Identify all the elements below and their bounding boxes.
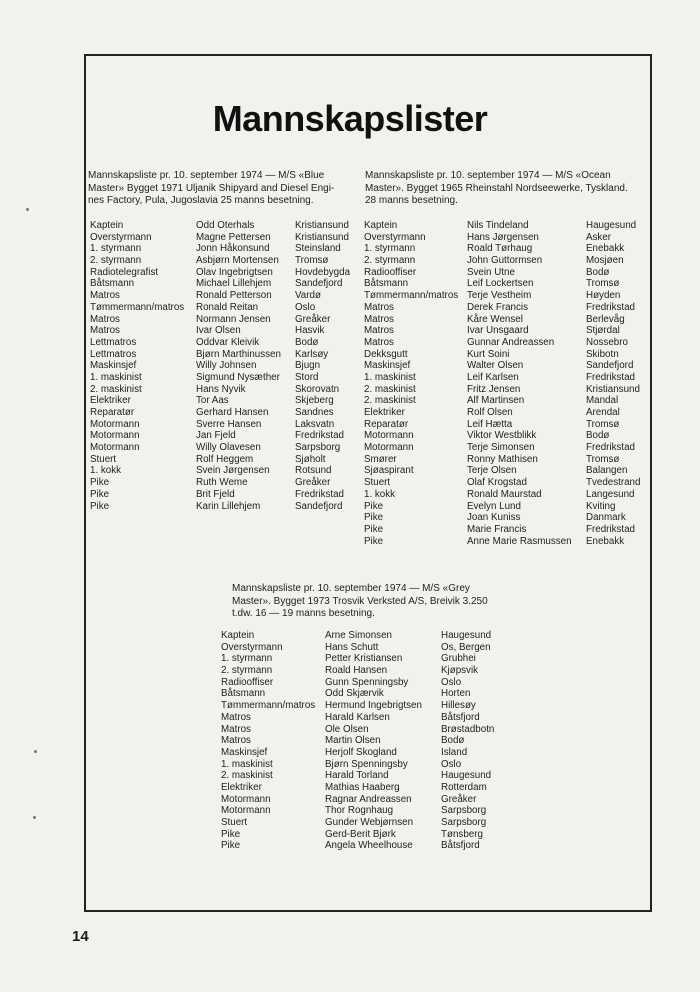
crew-name: Hans Nyvik [196, 383, 246, 395]
crew-role: Maskinsjef [221, 746, 268, 758]
crew-hometown: Enebakk [586, 535, 625, 547]
crew-hometown: Kviting [586, 500, 616, 512]
crew-hometown: Greåker [441, 793, 477, 805]
crew-hometown: Karlsøy [295, 348, 329, 360]
crew-role: Lettmatros [90, 348, 137, 360]
crew-role: Motormann [90, 418, 140, 430]
crew-hometown: Stord [295, 371, 319, 383]
crew-name: Martin Olsen [325, 735, 381, 747]
crew-hometown: Båtsfjord [441, 840, 480, 852]
crew-role: Motormann [364, 442, 414, 454]
crew-name: Gerd-Berit Bjørk [325, 828, 396, 840]
crew-hometown: Skorovatn [295, 383, 340, 395]
crew-name: Harald Torland [325, 770, 389, 782]
crew-hometown: Tromsø [586, 453, 620, 465]
crew-name: Ronald Maurstad [467, 488, 542, 500]
crew-role: Kaptein [221, 630, 255, 641]
crew-role: Reparatør [364, 418, 409, 430]
crew-name: Terje Olsen [467, 465, 517, 477]
crew-name: Ole Olsen [325, 723, 369, 735]
list-2-roles [364, 220, 458, 547]
crew-hometown: Hillesøy [441, 700, 476, 712]
crew-name: Walter Olsen [467, 360, 524, 372]
crew-hometown: Haugesund [441, 770, 492, 782]
crew-name: Derek Francis [467, 301, 528, 313]
crew-name: Olaf Krogstad [467, 477, 527, 489]
crew-name: Willy Johnsen [196, 360, 257, 372]
crew-role: Kaptein [364, 220, 398, 231]
crew-hometown: Haugesund [586, 220, 637, 231]
crew-name: Karin Lillehjem [196, 500, 261, 512]
crew-role: Lettmatros [90, 336, 137, 348]
crew-role: Pike [90, 488, 110, 500]
crew-role: Båtsmann [364, 278, 409, 290]
crew-hometown: Danmark [586, 512, 626, 524]
crew-role: Matros [364, 336, 394, 348]
crew-role: 1. maskinist [90, 371, 142, 383]
crew-hometown: Mandal [586, 395, 619, 407]
crew-hometown: Bjugn [295, 360, 321, 372]
crew-role: Tømmermann/matros [90, 301, 185, 313]
crew-role: Pike [364, 535, 384, 547]
crew-role: Pike [364, 523, 384, 535]
crew-hometown: Båtsfjord [441, 711, 480, 723]
page-title: Mannskapslister [212, 98, 488, 139]
crew-role: Overstyrmann [221, 641, 283, 653]
crew-hometown: Arendal [586, 407, 620, 418]
crew-name: Kåre Wensel [467, 313, 523, 325]
crew-hometown: Vardø [295, 290, 321, 302]
list-3-intro [232, 583, 488, 621]
crew-role: Radiotelegrafist [90, 266, 159, 278]
crew-hometown: Mosjøen [586, 255, 624, 267]
crew-name: Bjørn Spenningsby [325, 758, 408, 770]
crew-hometown: Rotterdam [441, 781, 487, 793]
crew-name: Rolf Olsen [467, 407, 513, 418]
crew-name: Marie Francis [467, 523, 527, 535]
list-1-roles [90, 220, 184, 512]
crew-name: Alf Martinsen [467, 395, 525, 407]
crew-name: Viktor Westblikk [467, 430, 537, 442]
crew-name: Anne Marie Rasmussen [467, 535, 572, 547]
crew-role: Pike [364, 500, 384, 512]
crew-name: Roald Tørhaug [467, 243, 533, 255]
crew-hometown: Sarpsborg [441, 817, 487, 828]
crew-name: Arne Simonsen [325, 630, 392, 641]
crew-name: Hans Schutt [325, 641, 379, 653]
crew-hometown: Sandnes [295, 407, 334, 418]
crew-hometown: Balangen [586, 465, 628, 477]
scan-speck [34, 750, 37, 753]
crew-role: Elektriker [221, 781, 262, 793]
crew-name: Odd Skjærvik [325, 688, 384, 700]
crew-role: 1. styrmann [364, 243, 416, 255]
crew-name: Magne Pettersen [196, 231, 271, 243]
crew-hometown: Bodø [586, 266, 610, 278]
crew-role: Motormann [90, 430, 140, 442]
crew-name: Evelyn Lund [467, 500, 521, 512]
crew-hometown: Fredrikstad [295, 430, 344, 442]
crew-name: Leif Karlsen [467, 371, 519, 383]
crew-hometown: Oslo [441, 676, 462, 688]
crew-name: Ronny Mathisen [467, 453, 538, 465]
crew-role: Pike [221, 828, 241, 840]
crew-role: Motormann [221, 805, 271, 817]
crew-role: Overstyrmann [364, 231, 426, 243]
crew-hometown: Kjøpsvik [441, 665, 479, 677]
crew-role: Matros [364, 325, 394, 337]
crew-hometown: Grubhei [441, 653, 476, 665]
crew-role: Matros [90, 313, 120, 325]
list-1-names [196, 220, 281, 512]
crew-hometown: Bodø [586, 430, 610, 442]
crew-hometown: Oslo [441, 758, 462, 770]
crew-hometown: Greåker [295, 313, 331, 325]
intro-line: 28 manns besetning. [365, 195, 458, 207]
crew-hometown: Fredrikstad [586, 371, 635, 383]
crew-name: John Guttormsen [467, 255, 543, 267]
crew-hometown: Kristiansund [295, 231, 349, 243]
crew-name: Gunder Webjørnsen [325, 817, 414, 828]
crew-hometown: Langesund [586, 488, 635, 500]
crew-name: Willy Olavesen [196, 442, 261, 454]
intro-line: Master». Bygget 1973 Trosvik Verksted A/S, Breivik 3.250 [232, 595, 488, 607]
crew-hometown: Sandefjord [295, 278, 343, 290]
crew-name: Ragnar Andreassen [325, 793, 412, 805]
crew-name: Hans Jørgensen [467, 231, 539, 243]
crew-hometown: Sarpsborg [441, 805, 487, 817]
crew-role: Dekksgutt [364, 348, 408, 360]
list-1-intro [88, 170, 334, 208]
crew-hometown: Høyden [586, 290, 621, 302]
crew-hometown: Fredrikstad [295, 488, 344, 500]
crew-role: 1. styrmann [90, 243, 142, 255]
crew-role: Sjøaspirant [364, 465, 414, 477]
crew-role: Kaptein [90, 220, 124, 231]
crew-role: 1. maskinist [364, 371, 416, 383]
crew-role: Matros [90, 325, 120, 337]
list-3-roles [221, 630, 315, 852]
crew-role: Matros [221, 711, 251, 723]
crew-hometown: Tønsberg [441, 828, 483, 840]
crew-name: Jonn Håkonsund [196, 243, 270, 255]
crew-name: Harald Karlsen [325, 711, 390, 723]
crew-hometown: Tromsø [295, 255, 329, 267]
crew-hometown: Nossebro [586, 336, 628, 348]
crew-role: Stuert [90, 453, 117, 465]
crew-name: Odd Oterhals [196, 220, 255, 231]
crew-hometown: Rotsund [295, 465, 332, 477]
crew-role: 1. maskinist [221, 758, 273, 770]
crew-hometown: Fredrikstad [586, 442, 635, 454]
crew-name: Leif Lockertsen [467, 278, 534, 290]
crew-role: Pike [90, 500, 110, 512]
crew-name: Sigmund Nysæther [196, 371, 280, 383]
crew-name: Olav Ingebrigtsen [196, 266, 273, 278]
crew-hometown: Bodø [295, 336, 319, 348]
list-1-places [295, 220, 350, 512]
crew-hometown: Brøstadbotn [441, 723, 495, 735]
crew-hometown: Skibotn [586, 348, 619, 360]
crew-name: Fritz Jensen [467, 383, 521, 395]
crew-role: Båtsmann [221, 688, 266, 700]
crew-role: Pike [364, 512, 384, 524]
list-2-intro [365, 170, 628, 208]
crew-role: Motormann [364, 430, 414, 442]
crew-role: Matros [221, 723, 251, 735]
crew-hometown: Enebakk [586, 243, 625, 255]
crew-name: Leif Hætta [467, 418, 513, 430]
crew-hometown: Haugesund [441, 630, 492, 641]
crew-hometown: Sjøholt [295, 453, 326, 465]
crew-hometown: Sandefjord [295, 500, 343, 512]
list-2-places [586, 220, 640, 547]
crew-name: Ronald Petterson [196, 290, 272, 302]
crew-name: Terje Simonsen [467, 442, 535, 454]
crew-role: Maskinsjef [90, 360, 137, 372]
crew-name: Ronald Reitan [196, 301, 259, 313]
crew-role: Tømmermann/matros [364, 290, 459, 302]
crew-name: Thor Rognhaug [325, 805, 394, 817]
crew-name: Joan Kuniss [467, 512, 521, 524]
crew-hometown: Fredrikstad [586, 301, 635, 313]
crew-hometown: Kristiansund [295, 220, 349, 231]
crew-name: Gunnar Andreassen [467, 336, 555, 348]
intro-line: Master». Bygget 1965 Rheinstahl Nordseewerke, Tyskland. [365, 182, 628, 194]
crew-name: Oddvar Kleivik [196, 336, 260, 348]
crew-role: 1. kokk [364, 488, 396, 500]
scan-speck [26, 208, 29, 211]
crew-name: Ivar Olsen [196, 325, 241, 337]
crew-name: Brit Fjeld [196, 488, 235, 500]
crew-name: Angela Wheelhouse [325, 840, 413, 852]
list-3-names [325, 630, 422, 852]
crew-name: Herjolf Skogland [325, 746, 397, 758]
crew-name: Tor Aas [196, 395, 229, 407]
intro-line: Master» Bygget 1971 Uljanik Shipyard and Diesel Engi- [88, 182, 335, 194]
crew-role: Smører [364, 453, 397, 465]
crew-role: 1. kokk [90, 465, 122, 477]
crew-role: Tømmermann/matros [221, 700, 316, 712]
crew-hometown: Tvedestrand [586, 477, 641, 489]
crew-hometown: Hasvik [295, 325, 325, 337]
crew-hometown: Horten [441, 688, 471, 700]
crew-role: Matros [90, 290, 120, 302]
crew-hometown: Oslo [295, 301, 316, 313]
crew-role: Overstyrmann [90, 231, 152, 243]
crew-hometown: Kristiansund [586, 383, 640, 395]
crew-name: Petter Kristiansen [325, 653, 403, 665]
crew-hometown: Laksvatn [295, 418, 335, 430]
crew-role: Stuert [221, 817, 248, 828]
crew-role: 2. maskinist [90, 383, 142, 395]
crew-name: Svein Jørgensen [196, 465, 270, 477]
crew-role: 2. maskinist [221, 770, 273, 782]
crew-name: Hermund Ingebrigtsen [325, 700, 422, 712]
crew-hometown: Sandefjord [586, 360, 634, 372]
crew-name: Svein Utne [467, 266, 515, 278]
crew-hometown: Fredrikstad [586, 523, 635, 535]
crew-name: Rolf Heggem [196, 453, 254, 465]
crew-hometown: Skjeberg [295, 395, 334, 407]
crew-name: Kurt Soini [467, 348, 510, 360]
crew-name: Michael Lillehjem [196, 278, 272, 290]
crew-hometown: Os, Bergen [441, 641, 491, 653]
crew-role: Reparatør [90, 407, 135, 418]
crew-name: Bjørn Marthinussen [196, 348, 281, 360]
crew-role: Radiooffiser [221, 676, 274, 688]
crew-name: Mathias Haaberg [325, 781, 400, 793]
crew-hometown: Steinsland [295, 243, 341, 255]
crew-name: Sverre Hansen [196, 418, 262, 430]
crew-hometown: Tromsø [586, 418, 620, 430]
crew-role: 2. maskinist [364, 395, 416, 407]
crew-role: 2. maskinist [364, 383, 416, 395]
intro-line: Mannskapsliste pr. 10. september 1974 — M/S «Blue [88, 170, 325, 181]
page-number: 14 [72, 928, 89, 945]
crew-role: 2. styrmann [90, 255, 142, 267]
crew-hometown: Bodø [441, 735, 465, 747]
crew-hometown: Asker [586, 231, 612, 243]
crew-name: Asbjørn Mortensen [196, 255, 279, 267]
crew-name: Roald Hansen [325, 665, 388, 677]
list-2-names [467, 220, 572, 547]
crew-role: Elektriker [90, 395, 131, 407]
crew-role: Pike [221, 840, 241, 852]
intro-line: nes Factory, Pula, Jugoslavia 25 manns besetning. [88, 195, 314, 207]
crew-role: Båtsmann [90, 278, 135, 290]
intro-line: t.dw. 16 — 19 manns besetning. [232, 608, 375, 620]
crew-role: Radiooffiser [364, 266, 417, 278]
crew-role: Stuert [364, 477, 391, 489]
crew-role: Matros [221, 735, 251, 747]
crew-hometown: Tromsø [586, 278, 620, 290]
crew-hometown: Greåker [295, 477, 331, 489]
crew-hometown: Sarpsborg [295, 442, 341, 454]
crew-role: Matros [364, 301, 394, 313]
crew-role: Motormann [221, 793, 271, 805]
intro-line: Mannskapsliste pr. 10. september 1974 — M/S «Grey [232, 583, 470, 594]
scan-speck [33, 816, 36, 819]
crew-role: 1. styrmann [221, 653, 273, 665]
crew-hometown: Hovdebygda [295, 266, 351, 278]
crew-name: Gunn Spenningsby [325, 676, 409, 688]
crew-role: Maskinsjef [364, 360, 411, 372]
crew-role: Pike [90, 477, 110, 489]
crew-role: Elektriker [364, 407, 405, 418]
crew-hometown: Berlevåg [586, 313, 625, 325]
crew-name: Gerhard Hansen [196, 407, 269, 418]
crew-name: Jan Fjeld [196, 430, 236, 442]
crew-hometown: Stjørdal [586, 325, 620, 337]
crew-name: Nils Tindeland [467, 220, 529, 231]
intro-line: Mannskapsliste pr. 10. september 1974 — M/S «Ocean [365, 170, 611, 181]
crew-role: 2. styrmann [364, 255, 416, 267]
crew-name: Terje Vestheim [467, 290, 532, 302]
crew-role: Matros [364, 313, 394, 325]
crew-hometown: Island [441, 746, 468, 758]
crew-name: Normann Jensen [196, 313, 271, 325]
crew-role: Motormann [90, 442, 140, 454]
list-3-places [441, 630, 494, 852]
crew-name: Ivar Unsgaard [467, 325, 529, 337]
crew-role: 2. styrmann [221, 665, 273, 677]
crew-name: Ruth Weme [196, 477, 248, 489]
